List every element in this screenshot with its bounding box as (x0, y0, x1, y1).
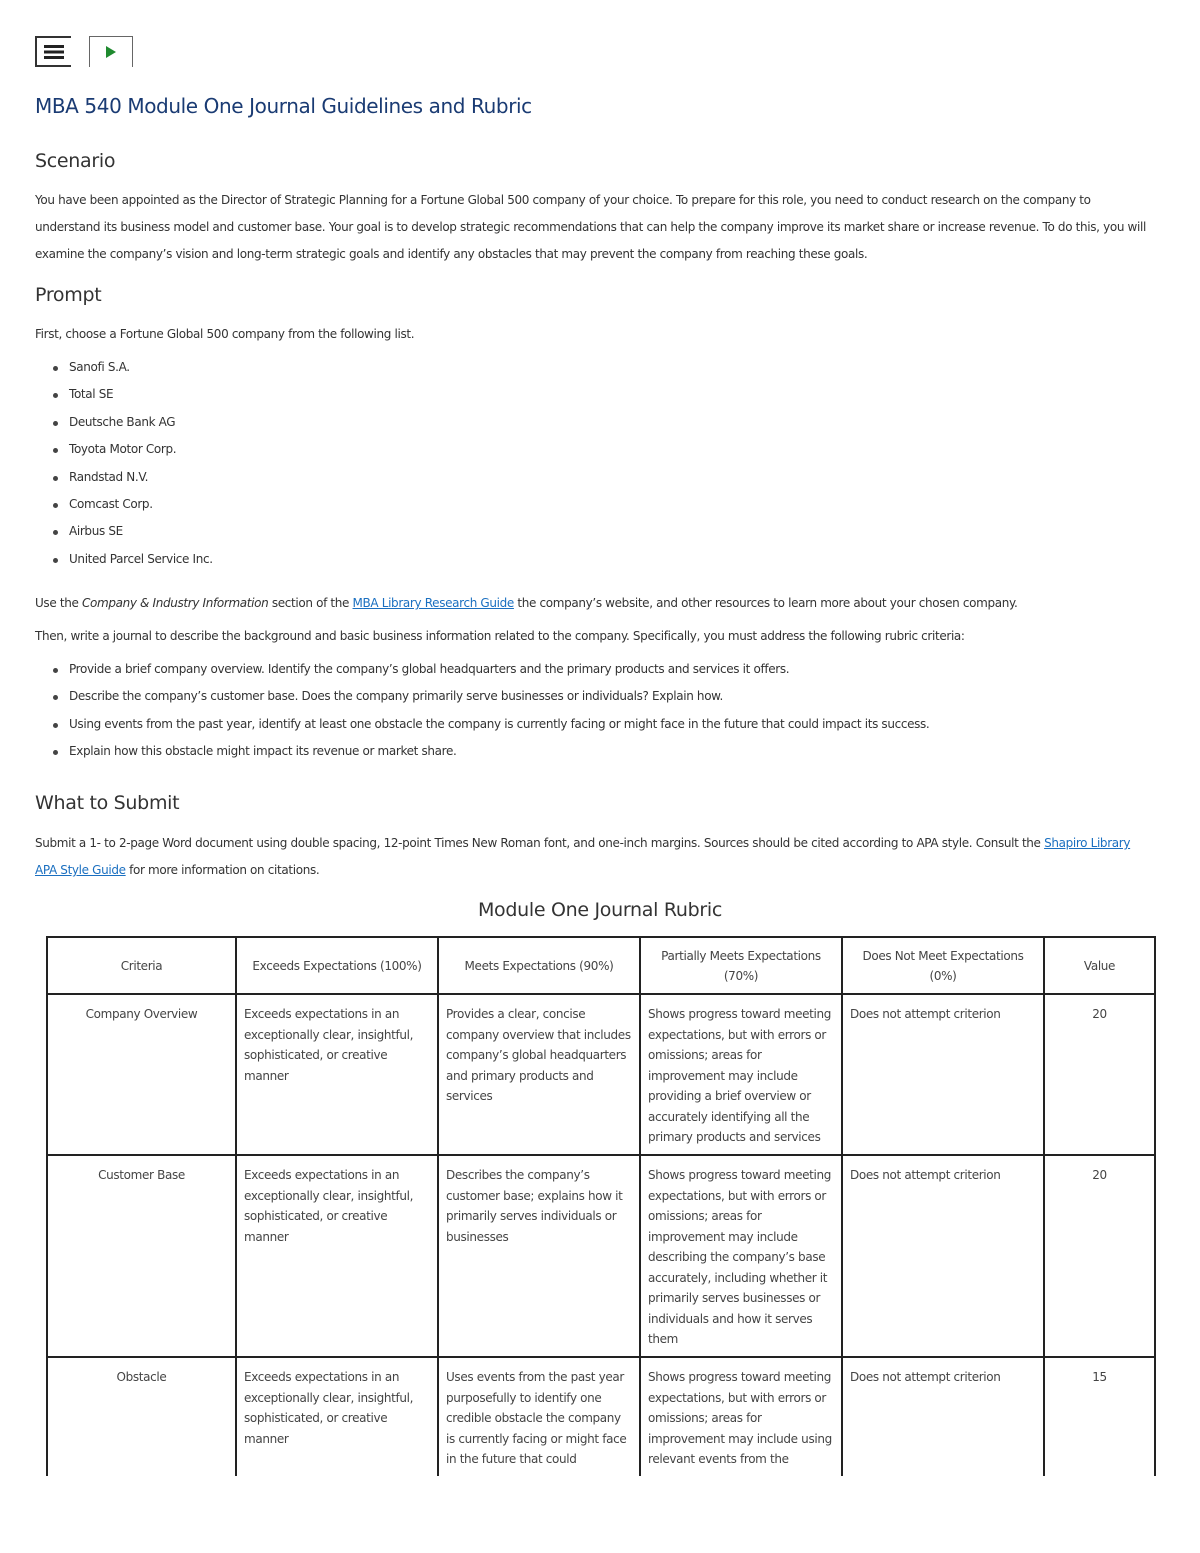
value-cell: 15 (1044, 1357, 1155, 1482)
list-item: Total SE (35, 381, 213, 408)
scenario-heading: Scenario (35, 150, 116, 172)
submit-heading: What to Submit (35, 792, 180, 814)
column-header: Does Not Meet Expectations (0%) (842, 937, 1044, 994)
table-cell: Uses events from the past year purposefully to identify one credible obstacle the company is currently facing or might face in the future that could (438, 1357, 640, 1482)
table-cell: Exceeds expectations in an exceptionally clear, insightful, sophisticated, or creative manner (236, 994, 438, 1155)
column-header: Partially Meets Expectations (70%) (640, 937, 842, 994)
table-cell: Shows progress toward meeting expectations, but with errors or omissions; areas for improvement may include describing the company’s base accurately, including whether it primarily serves businesses or individuals and how it serves them (640, 1155, 842, 1357)
list-item: Describe the company’s customer base. Does the company primarily serve businesses or individuals? Explain how. (35, 683, 929, 710)
list-item: Deutsche Bank AG (35, 409, 213, 436)
then-paragraph: Then, write a journal to describe the background and basic business information related to the company. Specifically, you must address the following rubric criteria: (35, 629, 965, 643)
criteria-cell: Customer Base (47, 1155, 236, 1357)
resources-paragraph: Use the Company & Industry Information section of the MBA Library Research Guide the company’s website, and other resources to learn more about your chosen company. (35, 596, 1018, 610)
hamburger-menu-icon (44, 44, 64, 60)
company-list (35, 354, 213, 573)
rubric-table (46, 936, 1156, 1483)
menu-button[interactable] (35, 36, 71, 67)
table-header-row (47, 937, 1155, 994)
list-item: Explain how this obstacle might impact its revenue or market share. (35, 738, 929, 765)
table-cell: Does not attempt criterion (842, 1357, 1044, 1482)
list-item: Toyota Motor Corp. (35, 436, 213, 463)
list-item: Airbus SE (35, 518, 213, 545)
toolbar (35, 36, 133, 67)
list-item: Provide a brief company overview. Identify the company’s global headquarters and the primary products and services it offers. (35, 656, 929, 683)
table-cell: Does not attempt criterion (842, 1155, 1044, 1357)
table-cell: Exceeds expectations in an exceptionally clear, insightful, sophisticated, or creative manner (236, 1357, 438, 1482)
value-cell: 20 (1044, 1155, 1155, 1357)
column-header: Exceeds Expectations (100%) (236, 937, 438, 994)
submit-paragraph: Submit a 1- to 2-page Word document using double spacing, 12-point Times New Roman font, and one-inch margins. Sources should be cited according to APA style. Consult the Shapiro Library APA Style Guide for more information on citations. (35, 836, 1131, 877)
mba-library-guide-link[interactable]: MBA Library Research Guide (352, 596, 514, 610)
play-button[interactable] (89, 36, 133, 67)
value-cell: 20 (1044, 994, 1155, 1155)
list-item: United Parcel Service Inc. (35, 546, 213, 573)
rubric-title: Module One Journal Rubric (477, 899, 723, 921)
list-item: Sanofi S.A. (35, 354, 213, 381)
apa-style-guide-link[interactable]: Shapiro Library APA Style Guide (35, 836, 1131, 877)
criteria-cell: Company Overview (47, 994, 236, 1155)
column-header: Criteria (47, 937, 236, 994)
prompt-intro: First, choose a Fortune Global 500 company from the following list. (35, 327, 415, 341)
section-name: Company & Industry Information (81, 596, 269, 610)
column-header: Value (1044, 937, 1155, 994)
list-item: Randstad N.V. (35, 464, 213, 491)
table-cell: Shows progress toward meeting expectations, but with errors or omissions; areas for improvement may include providing a brief overview or accurately identifying all the primary products and services (640, 994, 842, 1155)
table-cell: Shows progress toward meeting expectations, but with errors or omissions; areas for improvement may include using relevant events from the (640, 1357, 842, 1482)
prompt-heading: Prompt (35, 284, 102, 306)
page-bottom-margin (0, 1476, 1200, 1553)
criteria-cell: Obstacle (47, 1357, 236, 1482)
table-row (47, 994, 1155, 1155)
column-header: Meets Expectations (90%) (438, 937, 640, 994)
table-cell: Describes the company’s customer base; explains how it primarily serves individuals or businesses (438, 1155, 640, 1357)
list-item: Using events from the past year, identify at least one obstacle the company is currently facing or might face in the future that could impact its success. (35, 711, 929, 738)
table-cell: Exceeds expectations in an exceptionally clear, insightful, sophisticated, or creative manner (236, 1155, 438, 1357)
scenario-text: You have been appointed as the Director of Strategic Planning for a Fortune Global 500 company of your choice. To prepare for this role, you need to conduct research on the company to understand its business model and customer base. Your goal is to develop strategic recommendations that can help the company improve its market share or increase revenue. To do this, you will examine the company’s vision and long-term strategic goals and identify any obstacles that may prevent the company from reaching these goals. (35, 193, 1146, 261)
page-title: MBA 540 Module One Journal Guidelines and Rubric (35, 94, 532, 118)
table-row (47, 1155, 1155, 1357)
table-cell: Does not attempt criterion (842, 994, 1044, 1155)
list-item: Comcast Corp. (35, 491, 213, 518)
table-row (47, 1357, 1155, 1482)
criteria-list (35, 656, 929, 765)
play-icon (105, 45, 117, 59)
table-cell: Provides a clear, concise company overview that includes company’s global headquarters and primary products and services (438, 994, 640, 1155)
